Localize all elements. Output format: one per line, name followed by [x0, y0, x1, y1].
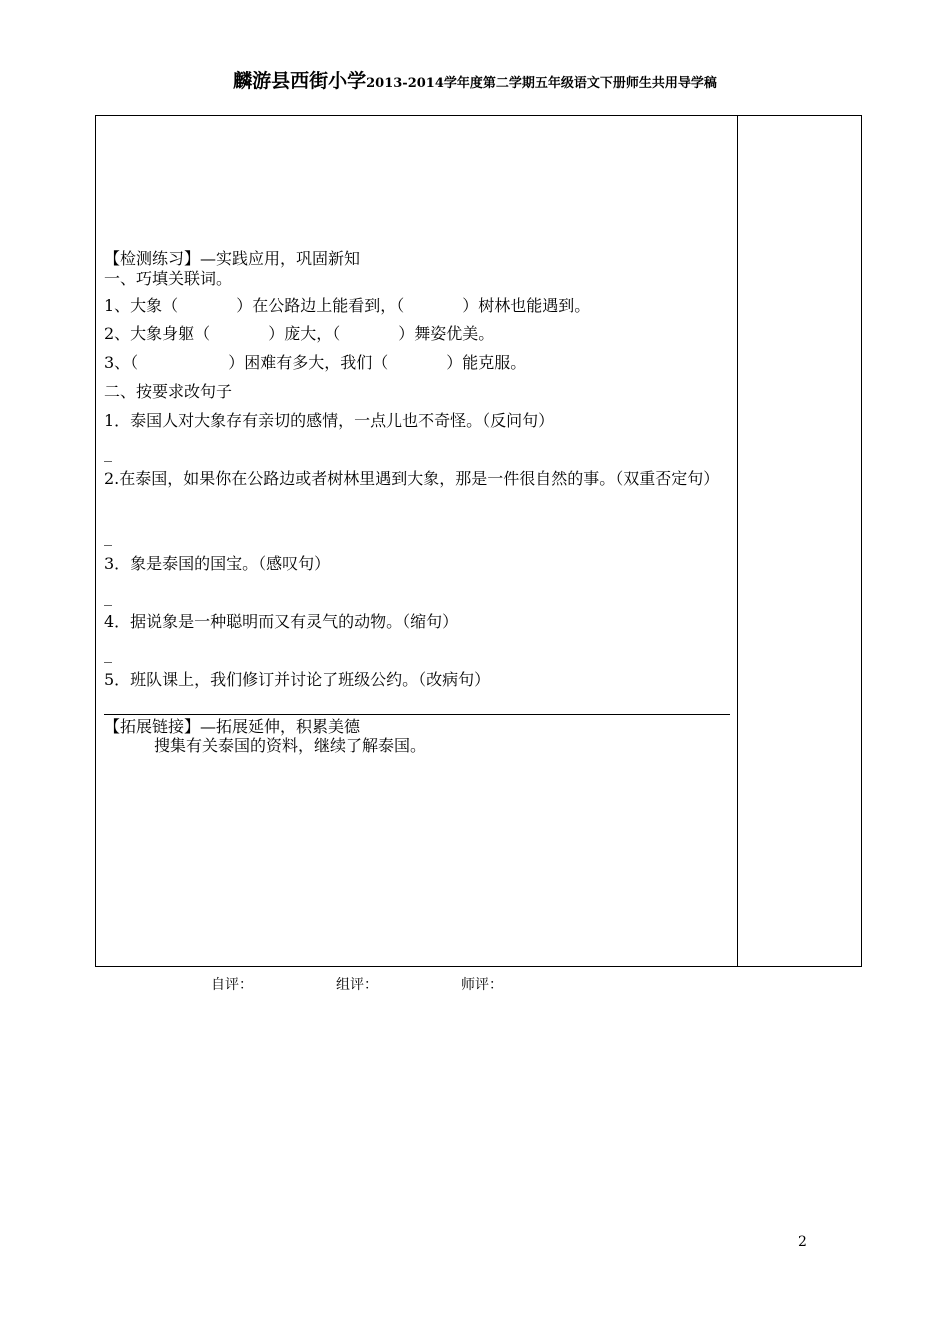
extension-heading: 【拓展链接】—拓展延伸，积累美德 [104, 717, 361, 736]
question-1 [104, 295, 590, 317]
part1-title: 一、巧填关联词。 [104, 269, 233, 288]
sentence-2: 2.在泰国，如果你在公路边或者树林里遇到大象，那是一件很自然的事。（双重否定句） [104, 469, 720, 488]
teacher-evaluation-label: 师评： [461, 977, 503, 993]
sentence-1: 1．泰国人对大象存有亲切的感情，一点儿也不奇怪。（反问句） [104, 411, 555, 430]
page-header [0, 66, 950, 93]
sentence-3: 3．象是泰国的国宝。（感叹句） [104, 554, 331, 573]
sentence-4: 4．据说象是一种聪明而又有灵气的动物。（缩句） [104, 612, 459, 631]
sentence-1-answer-line[interactable]: _ [104, 443, 112, 462]
part2-title: 二、按要求改句子 [104, 382, 233, 401]
sentence-5: 5．班队课上，我们修订并讨论了班级公约。（改病句） [104, 670, 491, 689]
question-2-part-c: ）舞姿优美。 [398, 324, 495, 343]
question-2-part-a: 2、大象身躯（ [104, 324, 211, 343]
worksheet-table [95, 115, 862, 967]
question-3-part-c: ）能克服。 [446, 353, 527, 372]
practice-heading: 【检测练习】—实践应用，巩固新知 [104, 249, 361, 268]
question-2-part-b: ）庞大，（ [268, 324, 341, 343]
question-3-part-a: 3、（ [104, 353, 139, 372]
question-3-part-b: ）困难有多大，我们（ [228, 353, 389, 372]
document-subtitle: 2013-2014学年度第二学期五年级语文下册师生共用导学稿 [366, 76, 717, 91]
question-1-part-a: 1、大象（ [104, 296, 179, 315]
sentence-2-answer-line[interactable]: _ [104, 527, 112, 546]
question-1-part-b: ）在公路边上能看到，（ [236, 296, 405, 315]
notes-column-divider [737, 116, 738, 966]
sentence-4-answer-line[interactable]: _ [104, 644, 112, 663]
page-number: 2 [798, 1234, 807, 1250]
question-2 [104, 323, 494, 345]
extension-task: 搜集有关泰国的资料，继续了解泰国。 [154, 736, 427, 755]
sentence-3-answer-line[interactable]: _ [104, 587, 112, 606]
question-3 [104, 352, 526, 374]
question-1-part-c: ）树林也能遇到。 [462, 296, 591, 315]
self-evaluation-label: 自评： [211, 977, 253, 993]
group-evaluation-label: 组评： [336, 977, 378, 993]
school-name: 麟游县西街小学 [233, 70, 367, 92]
section-divider [104, 714, 730, 715]
